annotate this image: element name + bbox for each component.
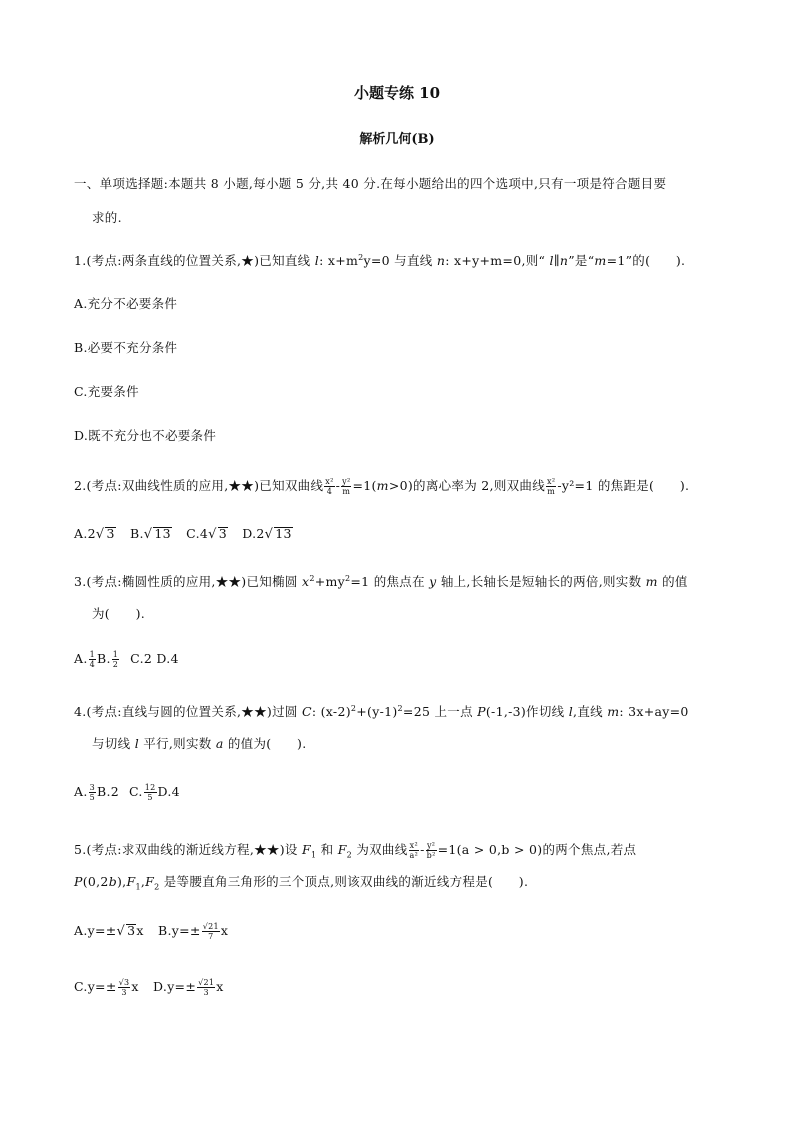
question-1-option-c: C.充要条件 xyxy=(74,384,139,399)
page-title: 小题专练 10 xyxy=(353,84,441,102)
fraction: $\frac{\text{y²}}{m}$ xyxy=(342,477,351,496)
question-4-stem-line2: 与切线 l 平行,则实数 a 的值为( ). xyxy=(92,736,307,751)
question-5-stem: 5.(考点:求双曲线的渐近线方程,★★)设 $F_1$ 和 $F_2$ 为双曲线 $\frac{\text{x²}}{\text{a²}}$ - $\frac{\text{y²}}{\text{b²}}$ =1(a > 0,b > 0)的两个焦点,若点 xyxy=(74,841,637,860)
question-3-options: A. $\frac{1}{4}$ B. $\frac{1}{2}$ C.2 D.4 xyxy=(74,650,179,669)
page-subtitle: 解析几何(B) xyxy=(359,132,435,147)
question-1-option-a: A.充分不必要条件 xyxy=(74,296,178,311)
fraction: $\frac{\text{x²}}{m}$ xyxy=(547,477,556,496)
fraction: $\frac{1}{4}$ xyxy=(89,650,95,669)
fraction: $\frac{\text{y²}}{\text{b²}}$ xyxy=(426,841,436,860)
question-1-option-d: D.既不充分也不必要条件 xyxy=(74,428,217,443)
fraction: $\frac{12}{5}$ xyxy=(144,783,156,802)
section-header-line1: 一、单项选择题:本题共 8 小题,每小题 5 分,共 40 分.在每小题给出的四个选项中,只有一项是符合题目要 xyxy=(74,176,667,191)
fraction: $\frac{\text{x²}}{\text{a²}}$ xyxy=(409,841,419,860)
fraction: $\frac{\text{x²}}{4}$ xyxy=(325,477,334,496)
question-2-stem: 2.(考点:双曲线性质的应用,★★)已知双曲线 $\frac{\text{x²}}{4}$ - $\frac{\text{y²}}{m}$ =1(m>0)的离心率为 2,则双曲线 $\frac{\text{x²}}{m}$ -y²=1 的焦距是( ). xyxy=(74,477,690,496)
question-4-stem: 4.(考点:直线与圆的位置关系,★★)过圆 C: $(x-2)^2+(y-1)^2=25$ 上一点 P(-1,-3)作切线 l,直线 m: 3x+ay=0 xyxy=(74,703,689,719)
fraction: $\frac{√3}{3}$ xyxy=(118,978,130,997)
fraction: $\frac{√21}{3}$ xyxy=(198,978,215,997)
question-1-option-b: B.必要不充分条件 xyxy=(74,340,178,355)
fraction: $\frac{√21}{7}$ xyxy=(202,922,219,941)
question-3-stem: 3.(考点:椭圆性质的应用,★★)已知椭圆 $x^2+my^2=1$ 的焦点在 y 轴上,长轴长是短轴长的两倍,则实数 m 的值 xyxy=(74,573,688,589)
section-header-line2: 求的. xyxy=(92,210,122,225)
question-4-options: A. $\frac{3}{5}$ B.2 C. $\frac{12}{5}$ D.4 xyxy=(74,783,180,802)
question-2-options: A.2√ 3 B.√ 13 C.4√ 3 D.2√ 13 xyxy=(74,526,292,542)
question-1-stem: 1.(考点:两条直线的位置关系,★)已知直线 l: $x+m^2y=0$ 与直线 n: x+y+m=0,则“ l∥n”是“m=1”的( ). xyxy=(74,252,686,268)
fraction: $\frac{1}{2}$ xyxy=(112,650,119,669)
question-3-stem-line2: 为( ). xyxy=(92,606,146,621)
fraction: $\frac{3}{5}$ xyxy=(89,783,95,802)
question-5-stem-line2: $P(0,2b),F_1,F_2$ 是等腰直角三角形的三个顶点,则该双曲线的渐近线方程是( ). xyxy=(74,874,529,892)
question-5-options-ab: A.y=±√ 3x B.y=± $\frac{√21}{7}$ x xyxy=(74,922,229,941)
question-5-options-cd: C.y=± $\frac{√3}{3}$ x D.y=± $\frac{√21}{3}$ x xyxy=(74,978,224,997)
